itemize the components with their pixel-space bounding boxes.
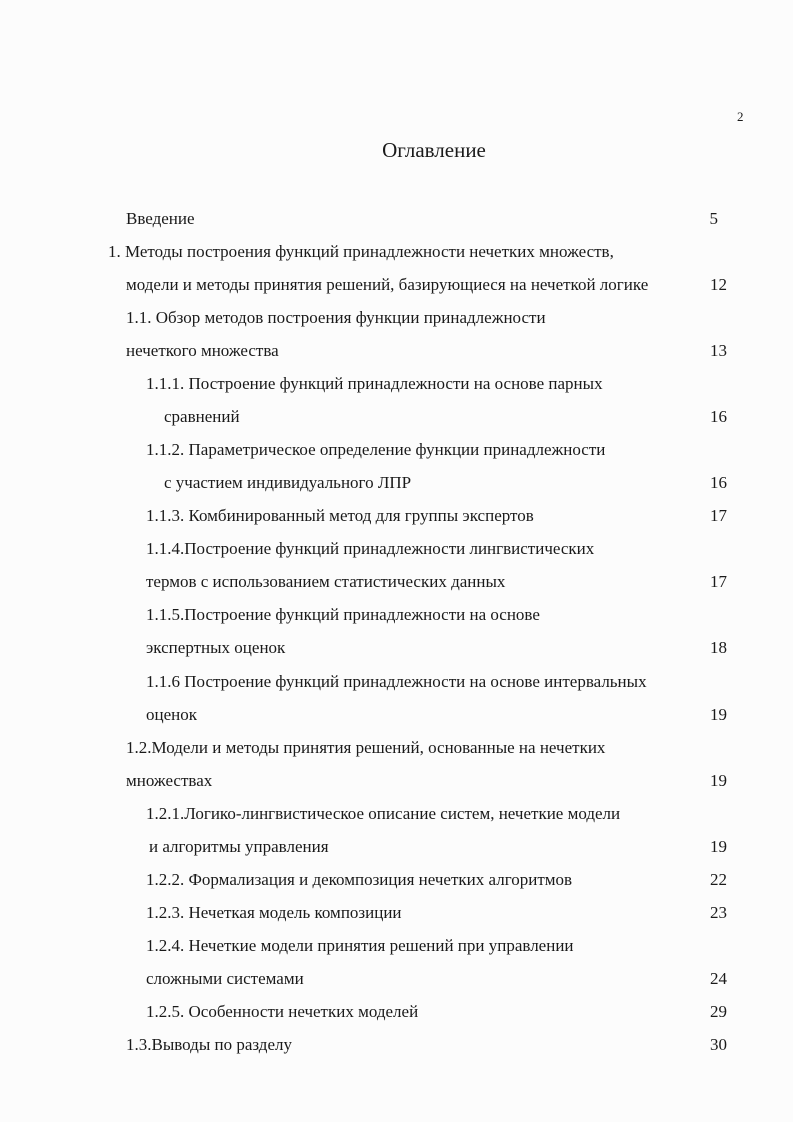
page-ref: 19 xyxy=(710,771,727,790)
toc-entry-1-2-5: 1.2.5. Особенности нечетких моделей xyxy=(146,1002,419,1021)
toc-entry-1-2-2: 1.2.2. Формализация и декомпозиция нечетких алгоритмов xyxy=(146,870,573,889)
page-ref: 24 xyxy=(710,969,727,988)
toc-entry-1-2-1-cont: и алгоритмы управления xyxy=(149,837,329,856)
toc-entry-1-1-2-cont: с участием индивидуального ЛПР xyxy=(164,473,412,492)
page-ref: 19 xyxy=(710,705,727,724)
toc-entry-1: 1. Методы построения функций принадлежности нечетких множеств, xyxy=(108,242,614,261)
toc-entry-1-2-4-cont: сложными системами xyxy=(146,969,304,988)
toc-entry-1-2-4: 1.2.4. Нечеткие модели принятия решений при управлении xyxy=(146,936,574,955)
toc-entry-1-2-cont: множествах xyxy=(126,771,213,790)
toc-entry-1-1-1: 1.1.1. Построение функций принадлежности на основе парных xyxy=(146,374,603,393)
toc-entry-1-1-6-cont: оценок xyxy=(146,705,197,724)
page-number: 2 xyxy=(737,109,744,124)
toc-entry-1-1-4-cont: термов с использованием статистических данных xyxy=(146,572,506,591)
page-ref: 17 xyxy=(710,506,727,525)
toc-entry-1-2-1: 1.2.1.Логико-лингвистическое описание систем, нечеткие модели xyxy=(146,804,621,823)
page-ref: 13 xyxy=(710,341,727,360)
toc-entry-intro: Введение xyxy=(126,209,195,228)
page-ref: 18 xyxy=(710,638,727,657)
page-ref: 12 xyxy=(710,275,727,294)
toc-entry-1-1: 1.1. Обзор методов построения функции принадлежности xyxy=(126,308,546,327)
page-ref: 5 xyxy=(709,209,718,228)
page-ref: 23 xyxy=(710,903,727,922)
toc-entry-1-1-cont: нечеткого множества xyxy=(126,341,279,360)
toc-entry-1-1-2: 1.1.2. Параметрическое определение функции принадлежности xyxy=(146,440,606,459)
page-ref: 22 xyxy=(710,870,727,889)
toc-entry-1-3: 1.3.Выводы по разделу xyxy=(126,1035,292,1054)
page-ref: 16 xyxy=(710,407,727,426)
toc-entry-1-1-6: 1.1.6 Построение функций принадлежности на основе интервальных xyxy=(146,672,647,691)
toc-entry-1-1-1-cont: сравнений xyxy=(164,407,240,426)
toc-entry-1-2-3: 1.2.3. Нечеткая модель композиции xyxy=(146,903,402,922)
toc-title: Оглавление xyxy=(382,138,486,162)
page-ref: 29 xyxy=(710,1002,727,1021)
toc-entry-1-1-3: 1.1.3. Комбинированный метод для группы экспертов xyxy=(146,506,534,525)
page-ref: 19 xyxy=(710,837,727,856)
toc-entry-1-1-5: 1.1.5.Построение функций принадлежности на основе xyxy=(146,605,540,624)
toc-entry-1-1-4: 1.1.4.Построение функций принадлежности лингвистических xyxy=(146,539,595,558)
page-ref: 17 xyxy=(710,572,727,591)
page-ref: 30 xyxy=(710,1035,727,1054)
page-ref: 16 xyxy=(710,473,727,492)
toc-entry-1-2: 1.2.Модели и методы принятия решений, основанные на нечетких xyxy=(126,738,606,757)
toc-entry-1-cont: модели и методы принятия решений, базирующиеся на нечеткой логике xyxy=(126,275,649,294)
toc-entry-1-1-5-cont: экспертных оценок xyxy=(146,638,286,657)
